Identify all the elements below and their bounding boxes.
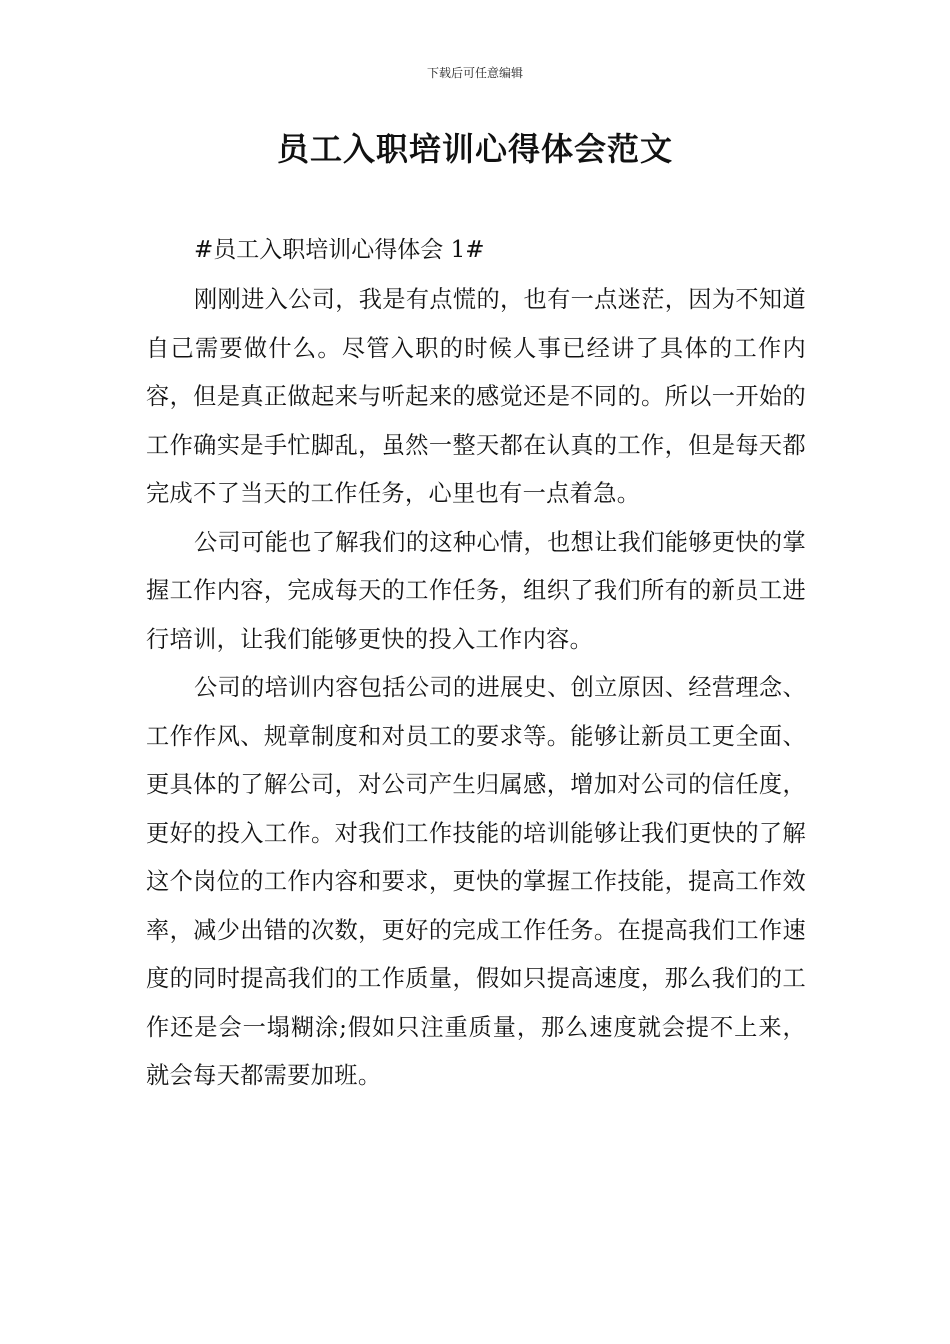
header-note: 下载后可任意编辑 — [426, 66, 523, 80]
paragraph-2: 公司可能也了解我们的这种心情，也想让我们能够更快的掌握工作内容，完成每天的工作任务，组织了我们所有的新员工进行培训，让我们能够更快的投入工作内容。 — [146, 528, 806, 653]
section-heading: #员工入职培训心得体会 1# — [194, 237, 485, 263]
document-body — [146, 224, 806, 1101]
document-title: 员工入职培训心得体会范文 — [276, 130, 673, 168]
paragraph-1: 刚刚进入公司，我是有点慌的，也有一点迷茫，因为不知道自己需要做什么。尽管入职的时候人事已经讲了具体的工作内容，但是真正做起来与听起来的感觉还是不同的。所以一开始的工作确实是手忙脚乱，虽然一整天都在认真的工作，但是每天都完成不了当天的工作任务，心里也有一点着急。 — [146, 286, 806, 507]
paragraph-3: 公司的培训内容包括公司的进展史、创立原因、经营理念、工作作风、规章制度和对员工的要求等。能够让新员工更全面、更具体的了解公司，对公司产生归属感，增加对公司的信任度，更好的投入工作。对我们工作技能的培训能够让我们更快的了解这个岗位的工作内容和要求，更快的掌握工作技能，提高工作效率，减少出错的次数，更好的完成工作任务。在提高我们工作速度的同时提高我们的工作质量，假如只提高速度，那么我们的工作还是会一塌糊涂;假如只注重质量，那么速度就会提不上来，就会每天都需要加班。 — [146, 674, 806, 1089]
